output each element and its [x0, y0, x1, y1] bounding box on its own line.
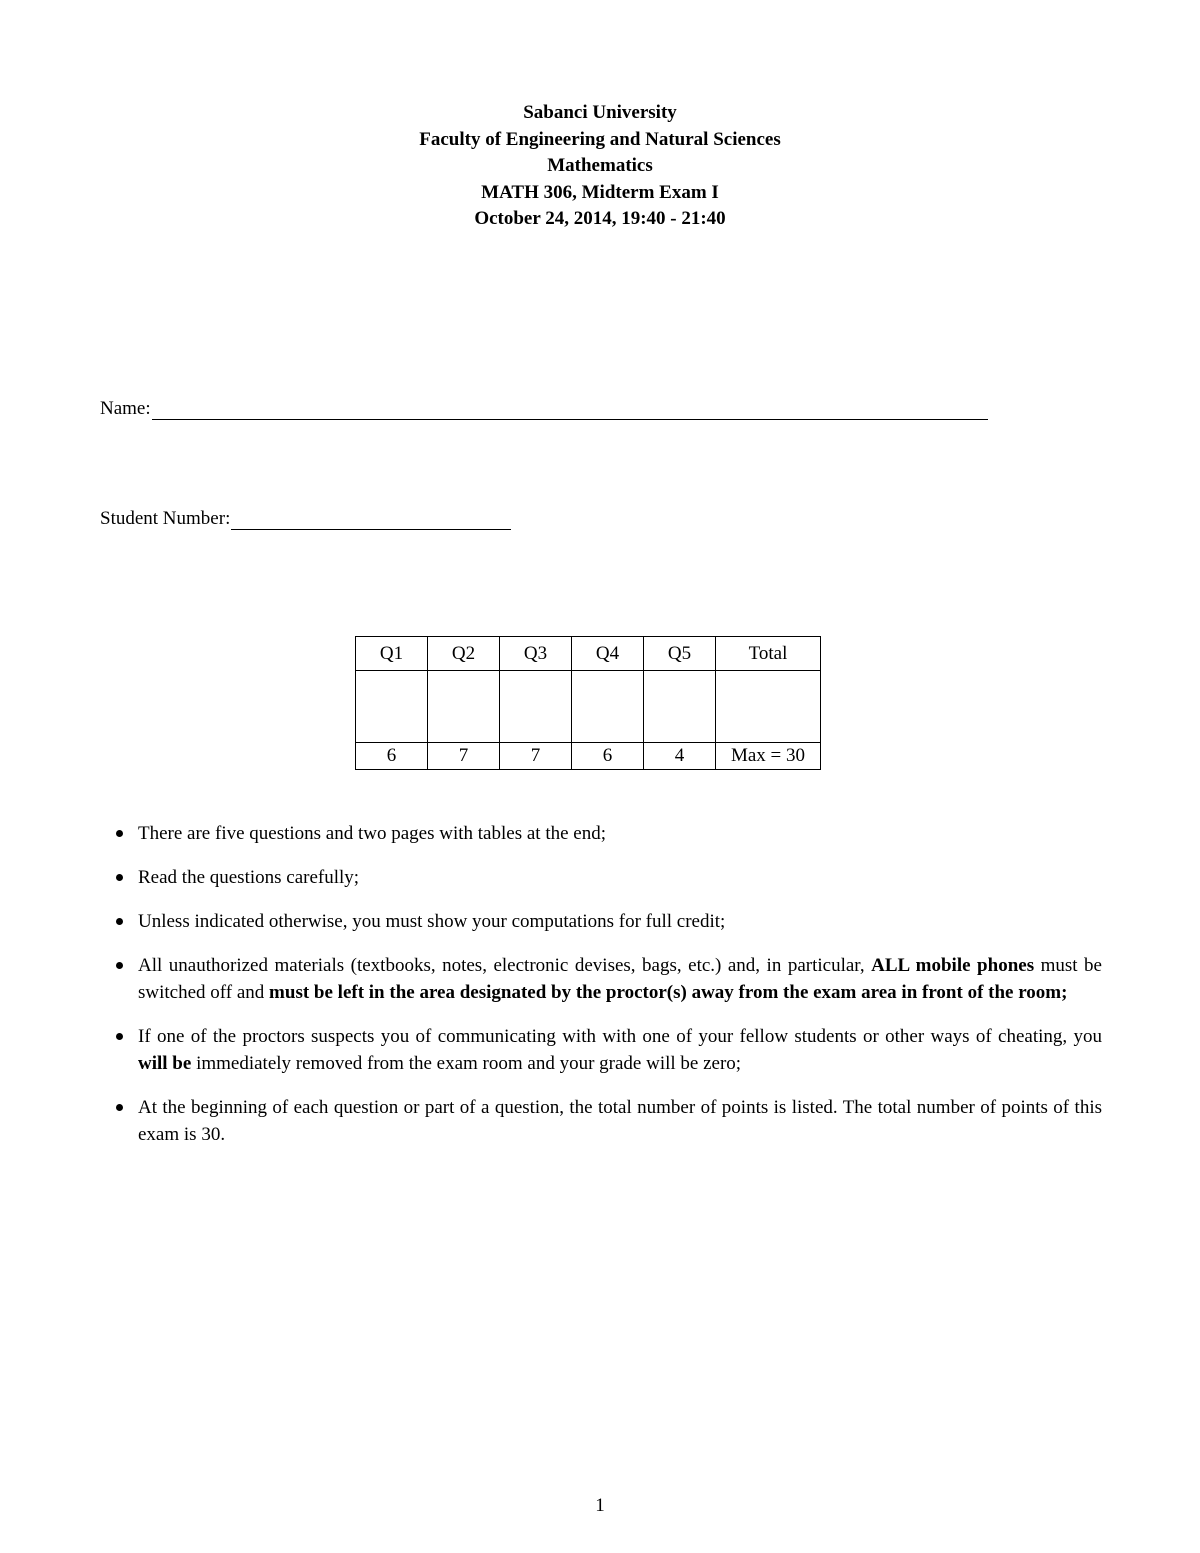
university-name: Sabanci University [523, 102, 677, 123]
rule-item [110, 1094, 1102, 1148]
name-field[interactable] [100, 398, 988, 420]
faculty-name: Faculty of Engineering and Natural Sciences [419, 128, 781, 150]
page-number: 1 [595, 1495, 605, 1516]
rule-emphasis: will be [138, 1053, 192, 1074]
bullet-icon [116, 1033, 123, 1040]
exam-date: October 24, 2014, 19:40 - 21:40 [474, 208, 726, 229]
rule-emphasis: must be left in the area designated by the proctor(s) away from the exam area in front of the room; [269, 982, 1068, 1003]
exam-rules-list [110, 820, 1102, 1165]
score-cell-q5[interactable] [644, 671, 716, 743]
header-cell-q4: Q4 [572, 637, 644, 671]
score-table [355, 636, 821, 770]
rule-emphasis: ALL mobile phones [871, 955, 1035, 976]
bullet-icon [116, 918, 123, 925]
score-cell-q4[interactable] [572, 671, 644, 743]
exam-header [0, 100, 1200, 233]
rule-text: At the beginning of each question or part of a question, the total number of points is listed. The total number of points of this exam is 30. [138, 1097, 1102, 1145]
rule-item [110, 952, 1102, 1006]
name-label: Name: [100, 398, 151, 419]
bullet-icon [116, 874, 123, 881]
rule-item [110, 820, 1102, 847]
header-cell-q1: Q1 [356, 637, 428, 671]
header-cell-q2: Q2 [428, 637, 500, 671]
max-cell-q1: 6 [356, 743, 428, 770]
score-table-header-row [356, 637, 821, 671]
max-cell-q3: 7 [500, 743, 572, 770]
student-number-blank-line[interactable] [231, 511, 511, 530]
rule-item [110, 1023, 1102, 1077]
bullet-icon [116, 962, 123, 969]
student-number-field[interactable] [100, 508, 511, 530]
header-cell-q3: Q3 [500, 637, 572, 671]
name-blank-line[interactable] [152, 401, 988, 420]
rule-text: Unless indicated otherwise, you must show your computations for full credit; [138, 911, 726, 932]
header-cell-q5: Q5 [644, 637, 716, 671]
score-cell-total[interactable] [716, 671, 821, 743]
bullet-icon [116, 830, 123, 837]
max-cell-q5: 4 [644, 743, 716, 770]
score-cell-q1[interactable] [356, 671, 428, 743]
max-cell-q4: 6 [572, 743, 644, 770]
max-cell-total: Max = 30 [716, 743, 821, 770]
rule-item [110, 908, 1102, 935]
rule-text: If one of the proctors suspects you of communicating with with one of your fellow students or other ways of cheating, you [138, 1026, 1102, 1047]
score-cell-q2[interactable] [428, 671, 500, 743]
rule-text: There are five questions and two pages with tables at the end; [138, 823, 606, 844]
max-cell-q2: 7 [428, 743, 500, 770]
rule-text: Read the questions carefully; [138, 867, 360, 888]
course-title: MATH 306, Midterm Exam I [481, 181, 719, 203]
header-cell-total: Total [716, 637, 821, 671]
rule-text: immediately removed from the exam room and your grade will be zero; [191, 1053, 742, 1074]
score-cell-q3[interactable] [500, 671, 572, 743]
score-table-max-row [356, 743, 821, 770]
rule-text: must be switched off and [138, 955, 1102, 1003]
rule-text: All unauthorized materials (textbooks, notes, electronic devises, bags, etc.) and, in particular, [138, 955, 872, 976]
bullet-icon [116, 1104, 123, 1111]
rule-item [110, 864, 1102, 891]
score-table-score-row [356, 671, 821, 743]
student-number-label: Student Number: [100, 508, 231, 529]
department-name: Mathematics [547, 155, 653, 176]
